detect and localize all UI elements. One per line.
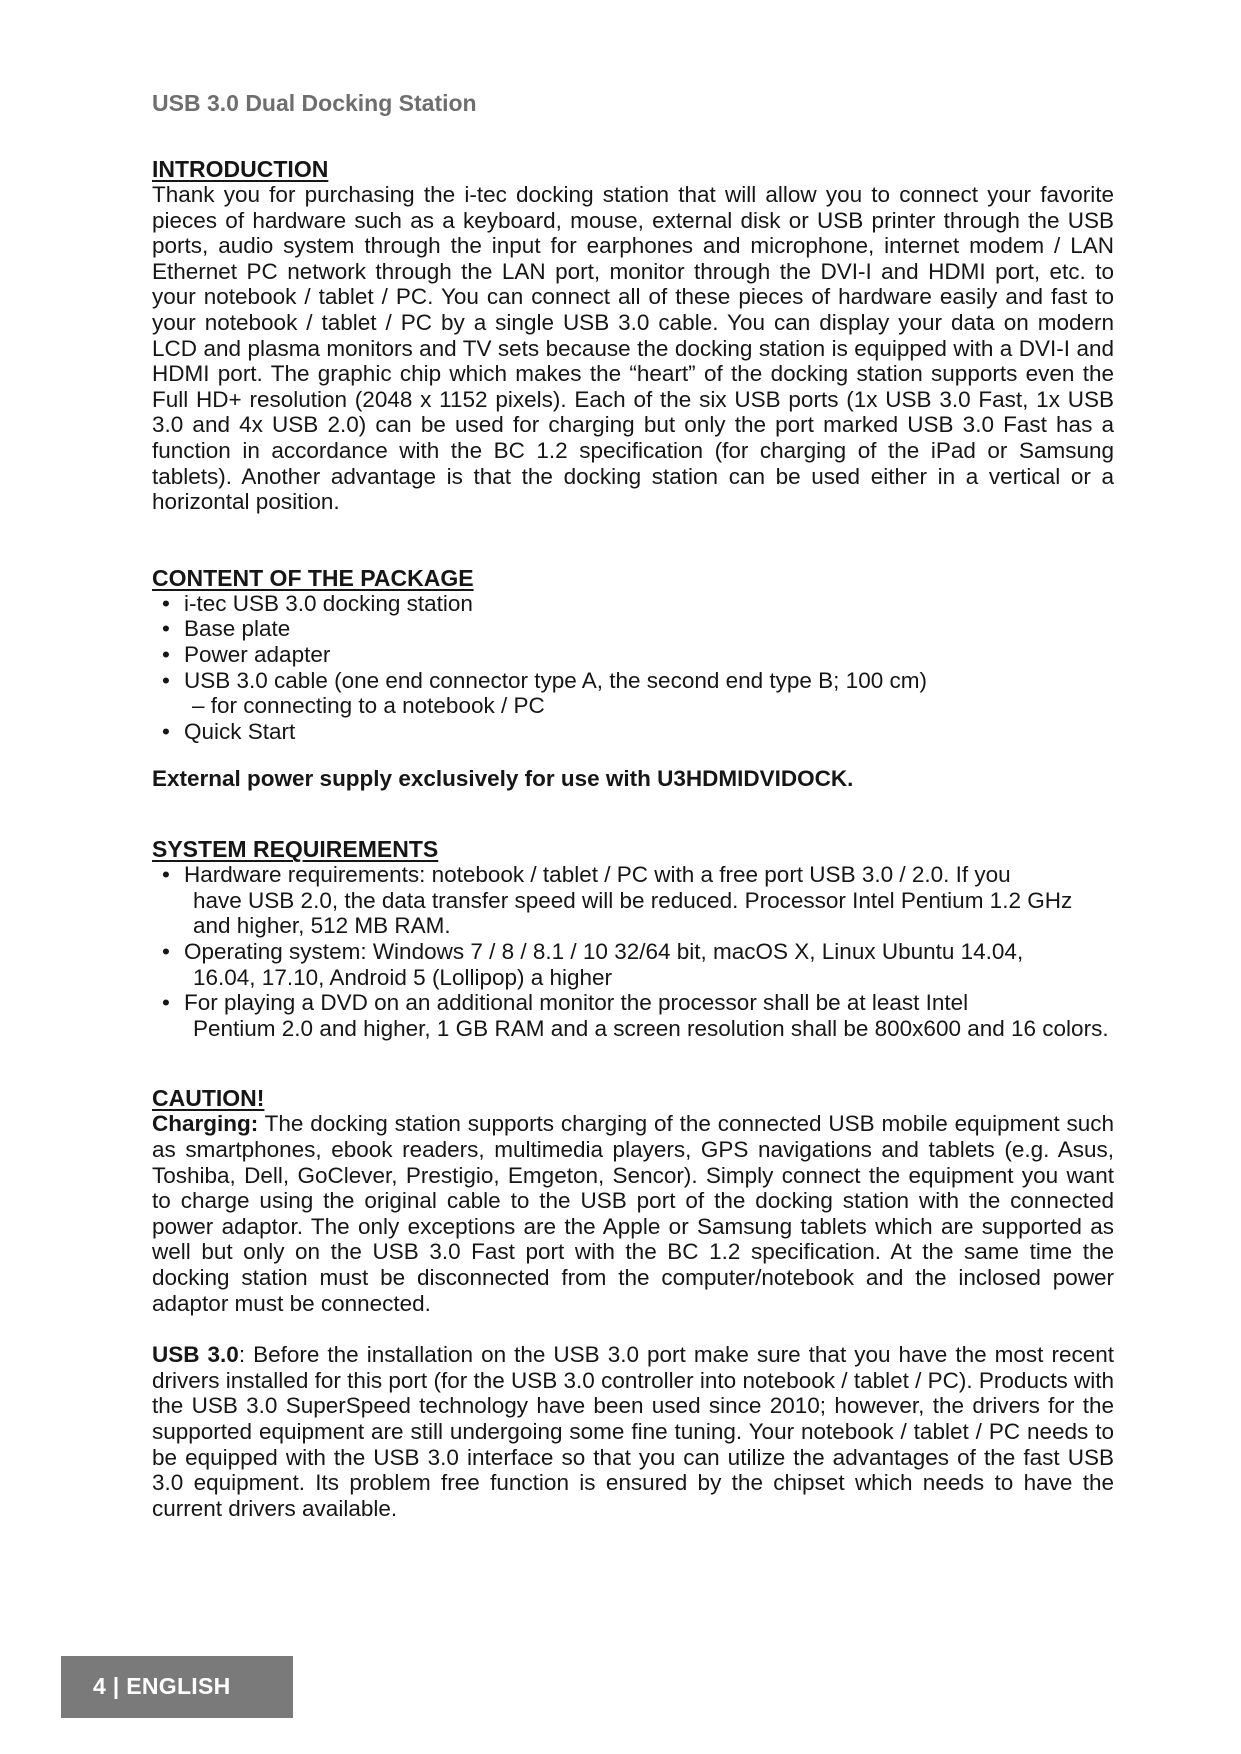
list-item-text: For playing a DVD on an additional monitor the processor shall be at least Intel bbox=[184, 990, 969, 1016]
usb-text: : Before the installation on the USB 3.0 port make sure that you have the most recent drivers installed for this port (for the USB 3.0 controller into notebook / tablet / PC). Products with the USB 3.0 SuperSpeed technology have been used since 2010; however, the drivers for the supported equipment are still undergoing some fine tuning. Your notebook / tablet / PC needs to be equipped with the USB 3.0 interface so that you can utilize the advantages of the fast USB 3.0 equipment. Its problem free function is ensured by the chipset which needs to have the current drivers available. bbox=[152, 1342, 1114, 1521]
package-section bbox=[152, 565, 1114, 793]
list-item-text: Quick Start bbox=[184, 718, 296, 744]
usb-label: USB 3.0 bbox=[152, 1342, 239, 1368]
list-item bbox=[152, 616, 1114, 642]
charging-paragraph bbox=[152, 1111, 1114, 1316]
list-item-continuation: Pentium 2.0 and higher, 1 GB RAM and a screen resolution shall be 800x600 and 16 colors. bbox=[193, 1015, 1109, 1041]
list-item-text: Base plate bbox=[184, 616, 291, 642]
list-item-continuation: 16.04, 17.10, Android 5 (Lollipop) a higher bbox=[193, 964, 613, 990]
bullet-icon: • bbox=[162, 862, 170, 888]
list-item bbox=[152, 591, 1114, 617]
caution-section bbox=[152, 1085, 1114, 1521]
list-item-continuation: – for connecting to a notebook / PC bbox=[192, 693, 545, 719]
page-content bbox=[152, 156, 1114, 1521]
power-supply-note: External power supply exclusively for use with U3HDMIDVIDOCK. bbox=[152, 766, 854, 792]
charging-text: The docking station supports charging of the connected USB mobile equipment such as smartphones, ebook readers, multimedia players, GPS navigations and tablets (e.g. Asus, Toshiba, Dell, GoClever, Prestigio, Emgeton, Sencor). Simply connect the equipment you want to charge using the original cable to the USB port of the docking station with the connected power adaptor. The only exceptions are the Apple or Samsung tablets which are supported as well but only on the USB 3.0 Fast port with the BC 1.2 specification. At the same time the docking station must be disconnected from the computer/notebook and the inclosed power adaptor must be connected. bbox=[152, 1111, 1114, 1316]
bullet-icon: • bbox=[162, 939, 170, 965]
list-item bbox=[152, 668, 1114, 719]
usb-paragraph bbox=[152, 1342, 1114, 1521]
bullet-icon: • bbox=[162, 718, 170, 744]
list-item bbox=[152, 939, 1114, 990]
list-item bbox=[152, 642, 1114, 668]
package-title: CONTENT OF THE PACKAGE bbox=[152, 564, 474, 591]
bullet-icon: • bbox=[162, 590, 170, 616]
caution-title: CAUTION! bbox=[152, 1085, 265, 1112]
list-item-text: Hardware requirements: notebook / tablet / PC with a free port USB 3.0 / 2.0. If you bbox=[184, 862, 1011, 888]
charging-label: Charging: bbox=[152, 1111, 259, 1137]
running-header: USB 3.0 Dual Docking Station bbox=[152, 90, 477, 116]
requirements-list bbox=[152, 862, 1114, 1041]
introduction-section bbox=[152, 156, 1114, 515]
page-footer-tab bbox=[61, 1656, 293, 1718]
bullet-icon: • bbox=[162, 990, 170, 1016]
list-item-continuation: have USB 2.0, the data transfer speed will be reduced. Processor Intel Pentium 1.2 GHz and higher, 512 MB RAM. bbox=[193, 887, 1073, 939]
list-item-text: Power adapter bbox=[184, 641, 331, 667]
page-number-label: 4 | ENGLISH bbox=[93, 1673, 231, 1699]
requirements-section bbox=[152, 836, 1114, 1041]
list-item-text: Operating system: Windows 7 / 8 / 8.1 / 10 32/64 bit, macOS X, Linux Ubuntu 14.04, bbox=[184, 939, 1024, 965]
list-item bbox=[152, 719, 1114, 745]
requirements-title: SYSTEM REQUIREMENTS bbox=[152, 836, 439, 863]
package-list bbox=[152, 591, 1114, 745]
list-item bbox=[152, 862, 1114, 939]
bullet-icon: • bbox=[162, 616, 170, 642]
introduction-text: Thank you for purchasing the i-tec docking station that will allow you to connect your favorite pieces of hardware such as a keyboard, mouse, external disk or USB printer through the USB ports, audio system through the input for earphones and microphone, internet modem / LAN Ethernet PC network through the LAN port, monitor through the DVI-I and HDMI port, etc. to your notebook / tablet / PC. You can connect all of these pieces of hardware easily and fast to your notebook / tablet / PC by a single USB 3.0 cable. You can display your data on modern LCD and plasma monitors and TV sets because the docking station is equipped with a DVI-I and HDMI port. The graphic chip which makes the “heart” of the docking station supports even the Full HD+ resolution (2048 x 1152 pixels). Each of the six USB ports (1x USB 3.0 Fast, 1x USB 3.0 and 4x USB 2.0) can be used for charging but only the port marked USB 3.0 Fast has a function in accordance with the BC 1.2 specification (for charging of the iPad or Samsung tablets). Another advantage is that the docking station can be used either in a vertical or a horizontal position. bbox=[152, 182, 1114, 515]
introduction-title: INTRODUCTION bbox=[152, 156, 329, 182]
list-item-text: i-tec USB 3.0 docking station bbox=[184, 590, 473, 616]
list-item-text: USB 3.0 cable (one end connector type A, the second end type B; 100 cm) bbox=[184, 667, 927, 693]
bullet-icon: • bbox=[162, 641, 170, 667]
list-item bbox=[152, 990, 1114, 1041]
bullet-icon: • bbox=[162, 667, 170, 693]
